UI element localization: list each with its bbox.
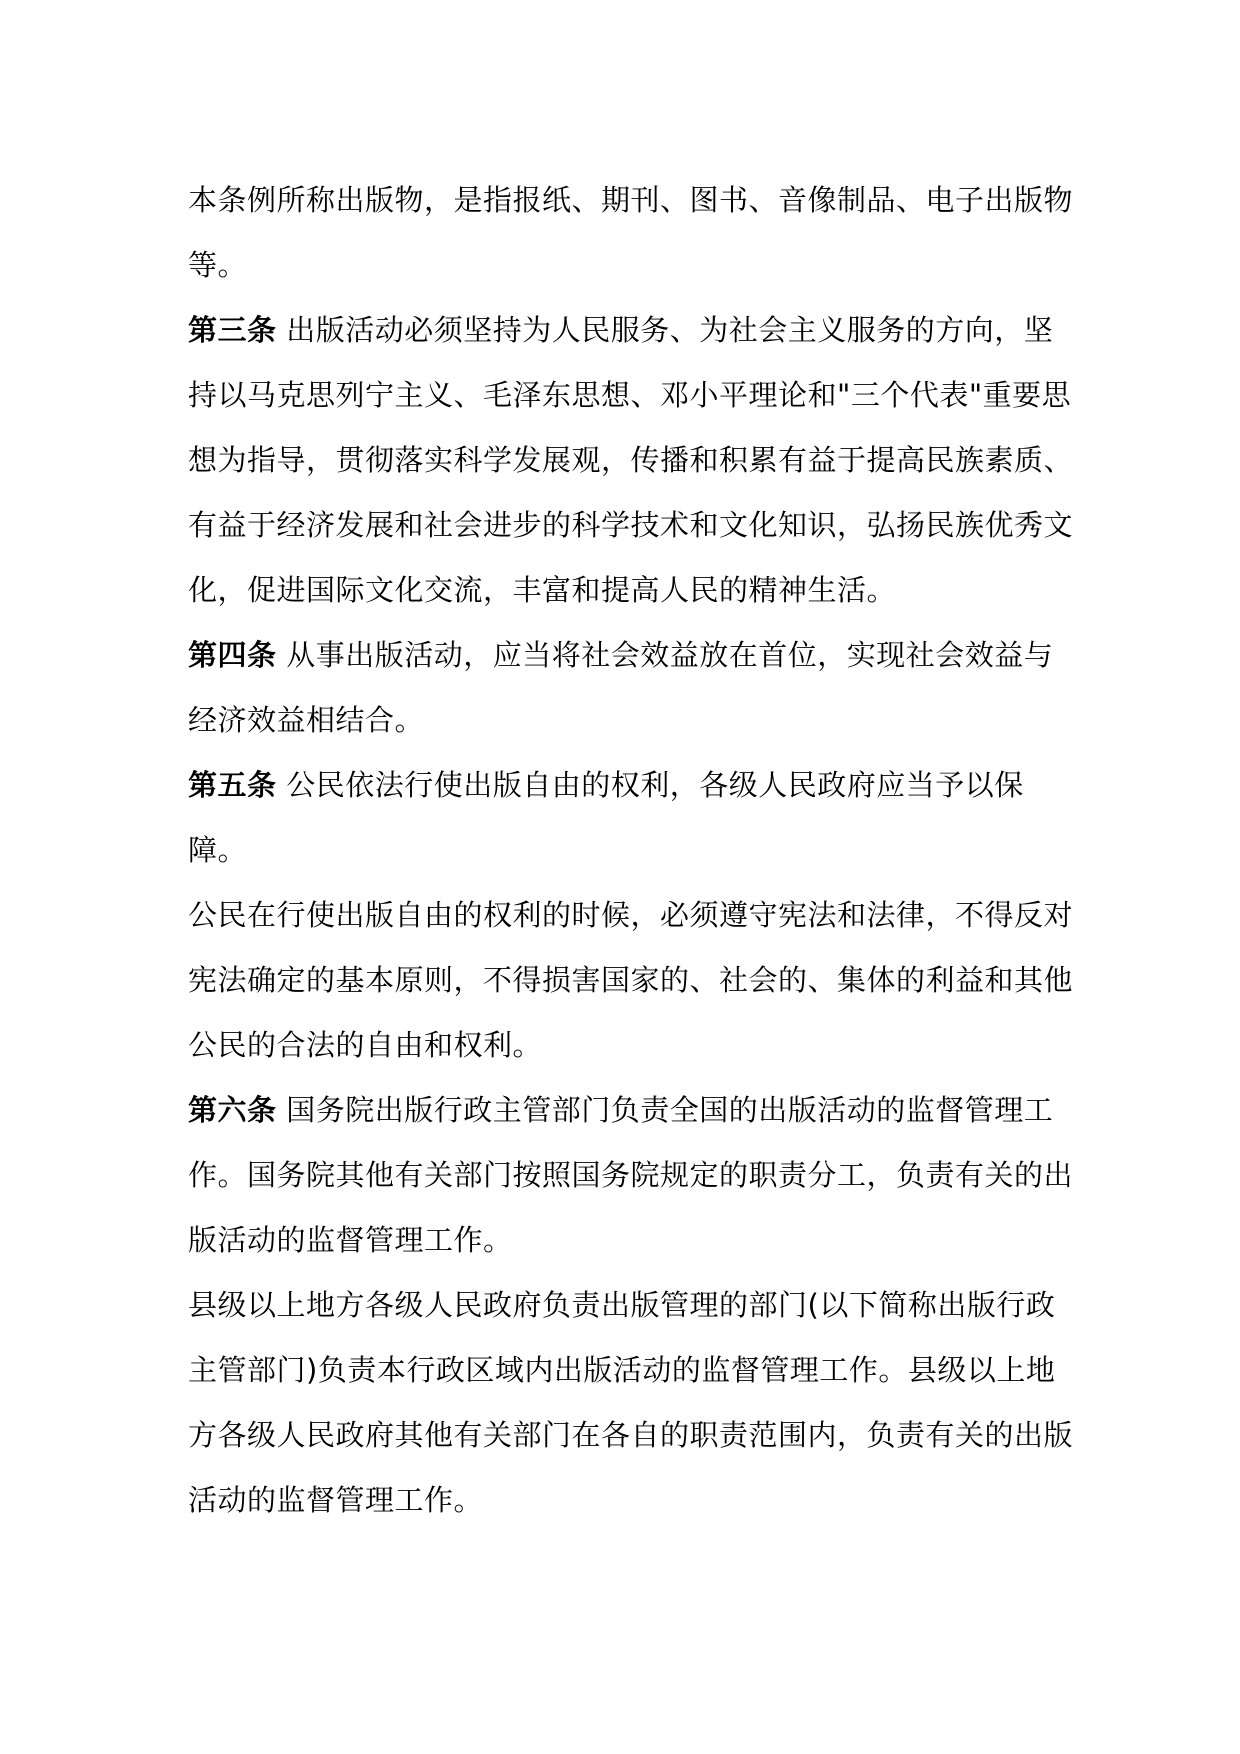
- article-heading: 第四条: [188, 638, 277, 672]
- paragraph-text: 公民依法行使出版自由的权利，各级人民政府应当予以保障。: [188, 768, 1024, 867]
- paragraph-text: 县级以上地方各级人民政府负责出版管理的部门(以下简称出版行政主管部门)负责本行政区域内出版活动的监督管理工作。县级以上地方各级人民政府其他有关部门在各自的职责范围内，负责有关的出版活动的监督管理工作。: [188, 1288, 1074, 1517]
- article-heading: 第六条: [188, 1093, 277, 1127]
- paragraph-publications-definition: [188, 168, 1078, 298]
- article-heading: 第五条: [188, 768, 277, 802]
- paragraph-article-5-continued: [188, 883, 1078, 1078]
- paragraph-text: 公民在行使出版自由的权利的时候，必须遵守宪法和法律，不得反对宪法确定的基本原则，不得损害国家的、社会的、集体的利益和其他公民的合法的自由和权利。: [188, 898, 1074, 1062]
- paragraph-article-6-continued: [188, 1273, 1078, 1533]
- paragraph-article-6: [188, 1078, 1078, 1273]
- paragraph-text: 本条例所称出版物，是指报纸、期刊、图书、音像制品、电子出版物等。: [188, 183, 1074, 282]
- paragraph-text: 国务院出版行政主管部门负责全国的出版活动的监督管理工作。国务院其他有关部门按照国务院规定的职责分工，负责有关的出版活动的监督管理工作。: [188, 1093, 1074, 1257]
- document-body: [188, 168, 1078, 1533]
- paragraph-article-5: [188, 753, 1078, 883]
- paragraph-article-4: [188, 623, 1078, 753]
- article-heading: 第三条: [188, 313, 277, 347]
- paragraph-article-3: [188, 298, 1078, 623]
- paragraph-text: 出版活动必须坚持为人民服务、为社会主义服务的方向，坚持以马克思列宁主义、毛泽东思想、邓小平理论和"三个代表"重要思想为指导，贯彻落实科学发展观，传播和积累有益于提高民族素质、有益于经济发展和社会进步的科学技术和文化知识，弘扬民族优秀文化，促进国际文化交流，丰富和提高人民的精神生活。: [188, 313, 1074, 607]
- paragraph-text: 从事出版活动，应当将社会效益放在首位，实现社会效益与经济效益相结合。: [188, 638, 1054, 737]
